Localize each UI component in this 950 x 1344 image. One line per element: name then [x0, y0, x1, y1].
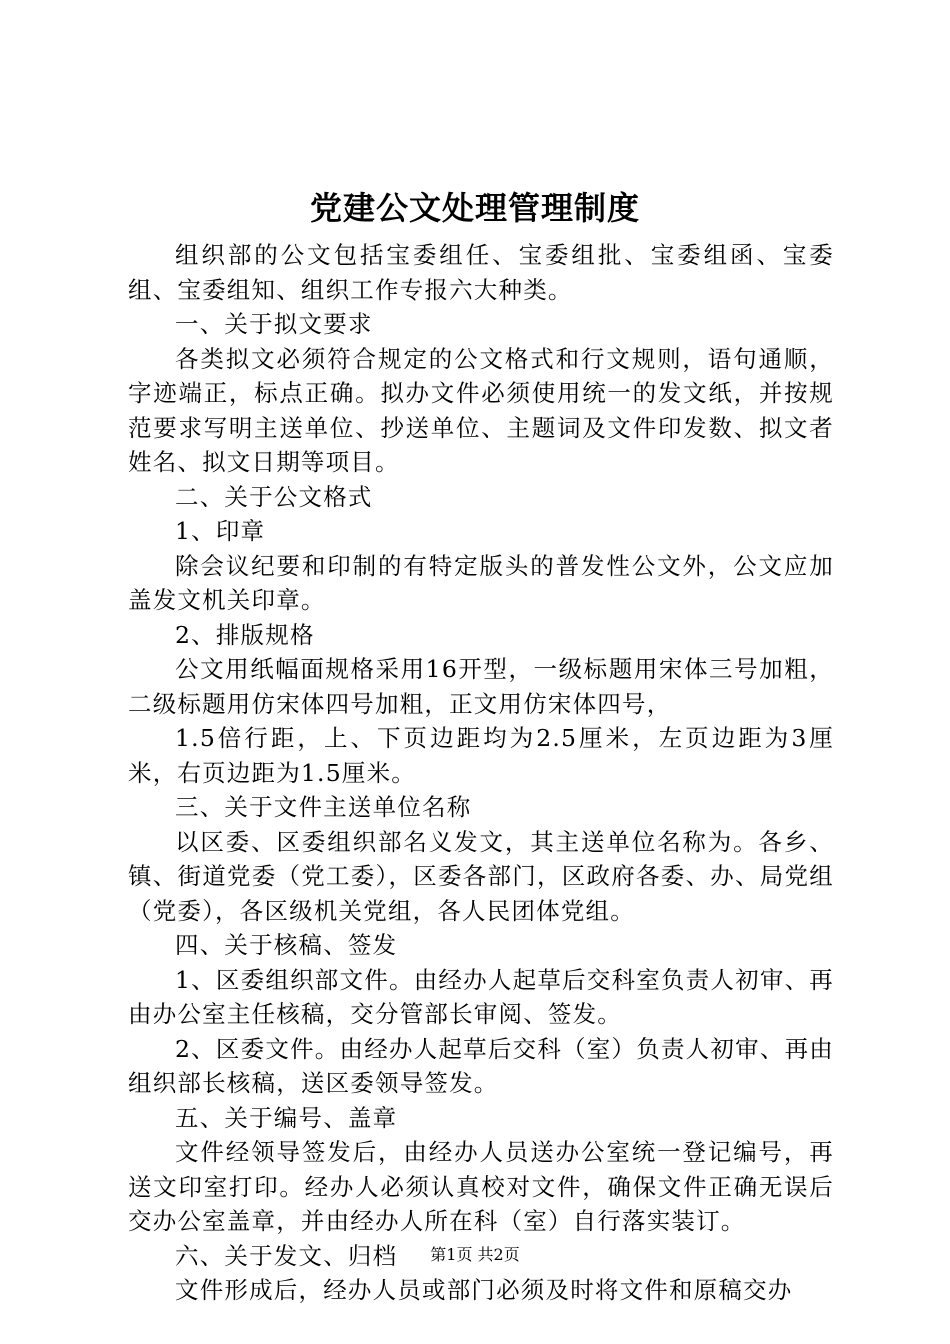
paragraph-archiving: 文件形成后，经办人员或部门必须及时将文件和原稿交办	[175, 1276, 793, 1304]
paragraph-layout: 公文用纸幅面规格采用16开型，一级标题用宋体三号加粗，二级标题用仿宋体四号加粗，正文用仿宋体四号，	[128, 655, 834, 718]
paragraph-numbering: 文件经领导签发后，由经办人员送办公室统一登记编号，再送文印室打印。经办人必须认真校对文件，确保文件正确无误后交办公室盖章，并由经办人所在科（室）自行落实装订。	[128, 1138, 834, 1235]
document-body	[128, 238, 834, 1308]
section-heading-6: 六、关于发文、归档	[175, 1241, 398, 1270]
paragraph-review-2: 2、区委文件。由经办人起草后交科（室）负责人初审、再由组织部长核稿，送区委领导签发。	[128, 1034, 834, 1097]
subheading-seal: 1、印章	[175, 517, 266, 545]
page-title: 党建公文处理管理制度	[309, 189, 640, 227]
paragraph-intro: 组织部的公文包括宝委组任、宝委组批、宝委组函、宝委组、宝委组知、组织工作专报六大种类。	[128, 241, 834, 304]
subheading-layout: 2、排版规格	[175, 620, 315, 649]
section-heading-1: 一、关于拟文要求	[175, 310, 373, 338]
section-heading-5: 五、关于编号、盖章	[175, 1103, 398, 1132]
page-footer: 第1页 共2页	[430, 1245, 520, 1264]
paragraph-spacing: 1.5倍行距，上、下页边距均为2.5厘米，左页边距为3厘米，右页边距为1.5厘米。	[128, 724, 834, 787]
paragraph-recipients: 以区委、区委组织部名义发文，其主送单位名称为。各乡、镇、街道党委（党工委），区委各部门，区政府各委、办、局党组（党委），各区级机关党组，各人民团体党组。	[128, 827, 834, 925]
section-heading-4: 四、关于核稿、签发	[175, 931, 398, 959]
paragraph-seal: 除会议纪要和印制的有特定版头的普发性公文外，公文应加盖发文机关印章。	[128, 551, 834, 614]
section-heading-3: 三、关于文件主送单位名称	[175, 793, 472, 821]
paragraph-review-1: 1、区委组织部文件。由经办人起草后交科室负责人初审、再由办公室主任核稿，交分管部长审阅、签发。	[128, 965, 834, 1028]
section-heading-2: 二、关于公文格式	[175, 482, 373, 511]
paragraph-drafting-requirements: 各类拟文必须符合规定的公文格式和行文规则，语句通顺，字迹端正，标点正确。拟办文件必须使用统一的发文纸，并按规范要求写明主送单位、抄送单位、主题词及文件印发数、拟文者姓名、拟文日期等项目。	[128, 344, 834, 476]
